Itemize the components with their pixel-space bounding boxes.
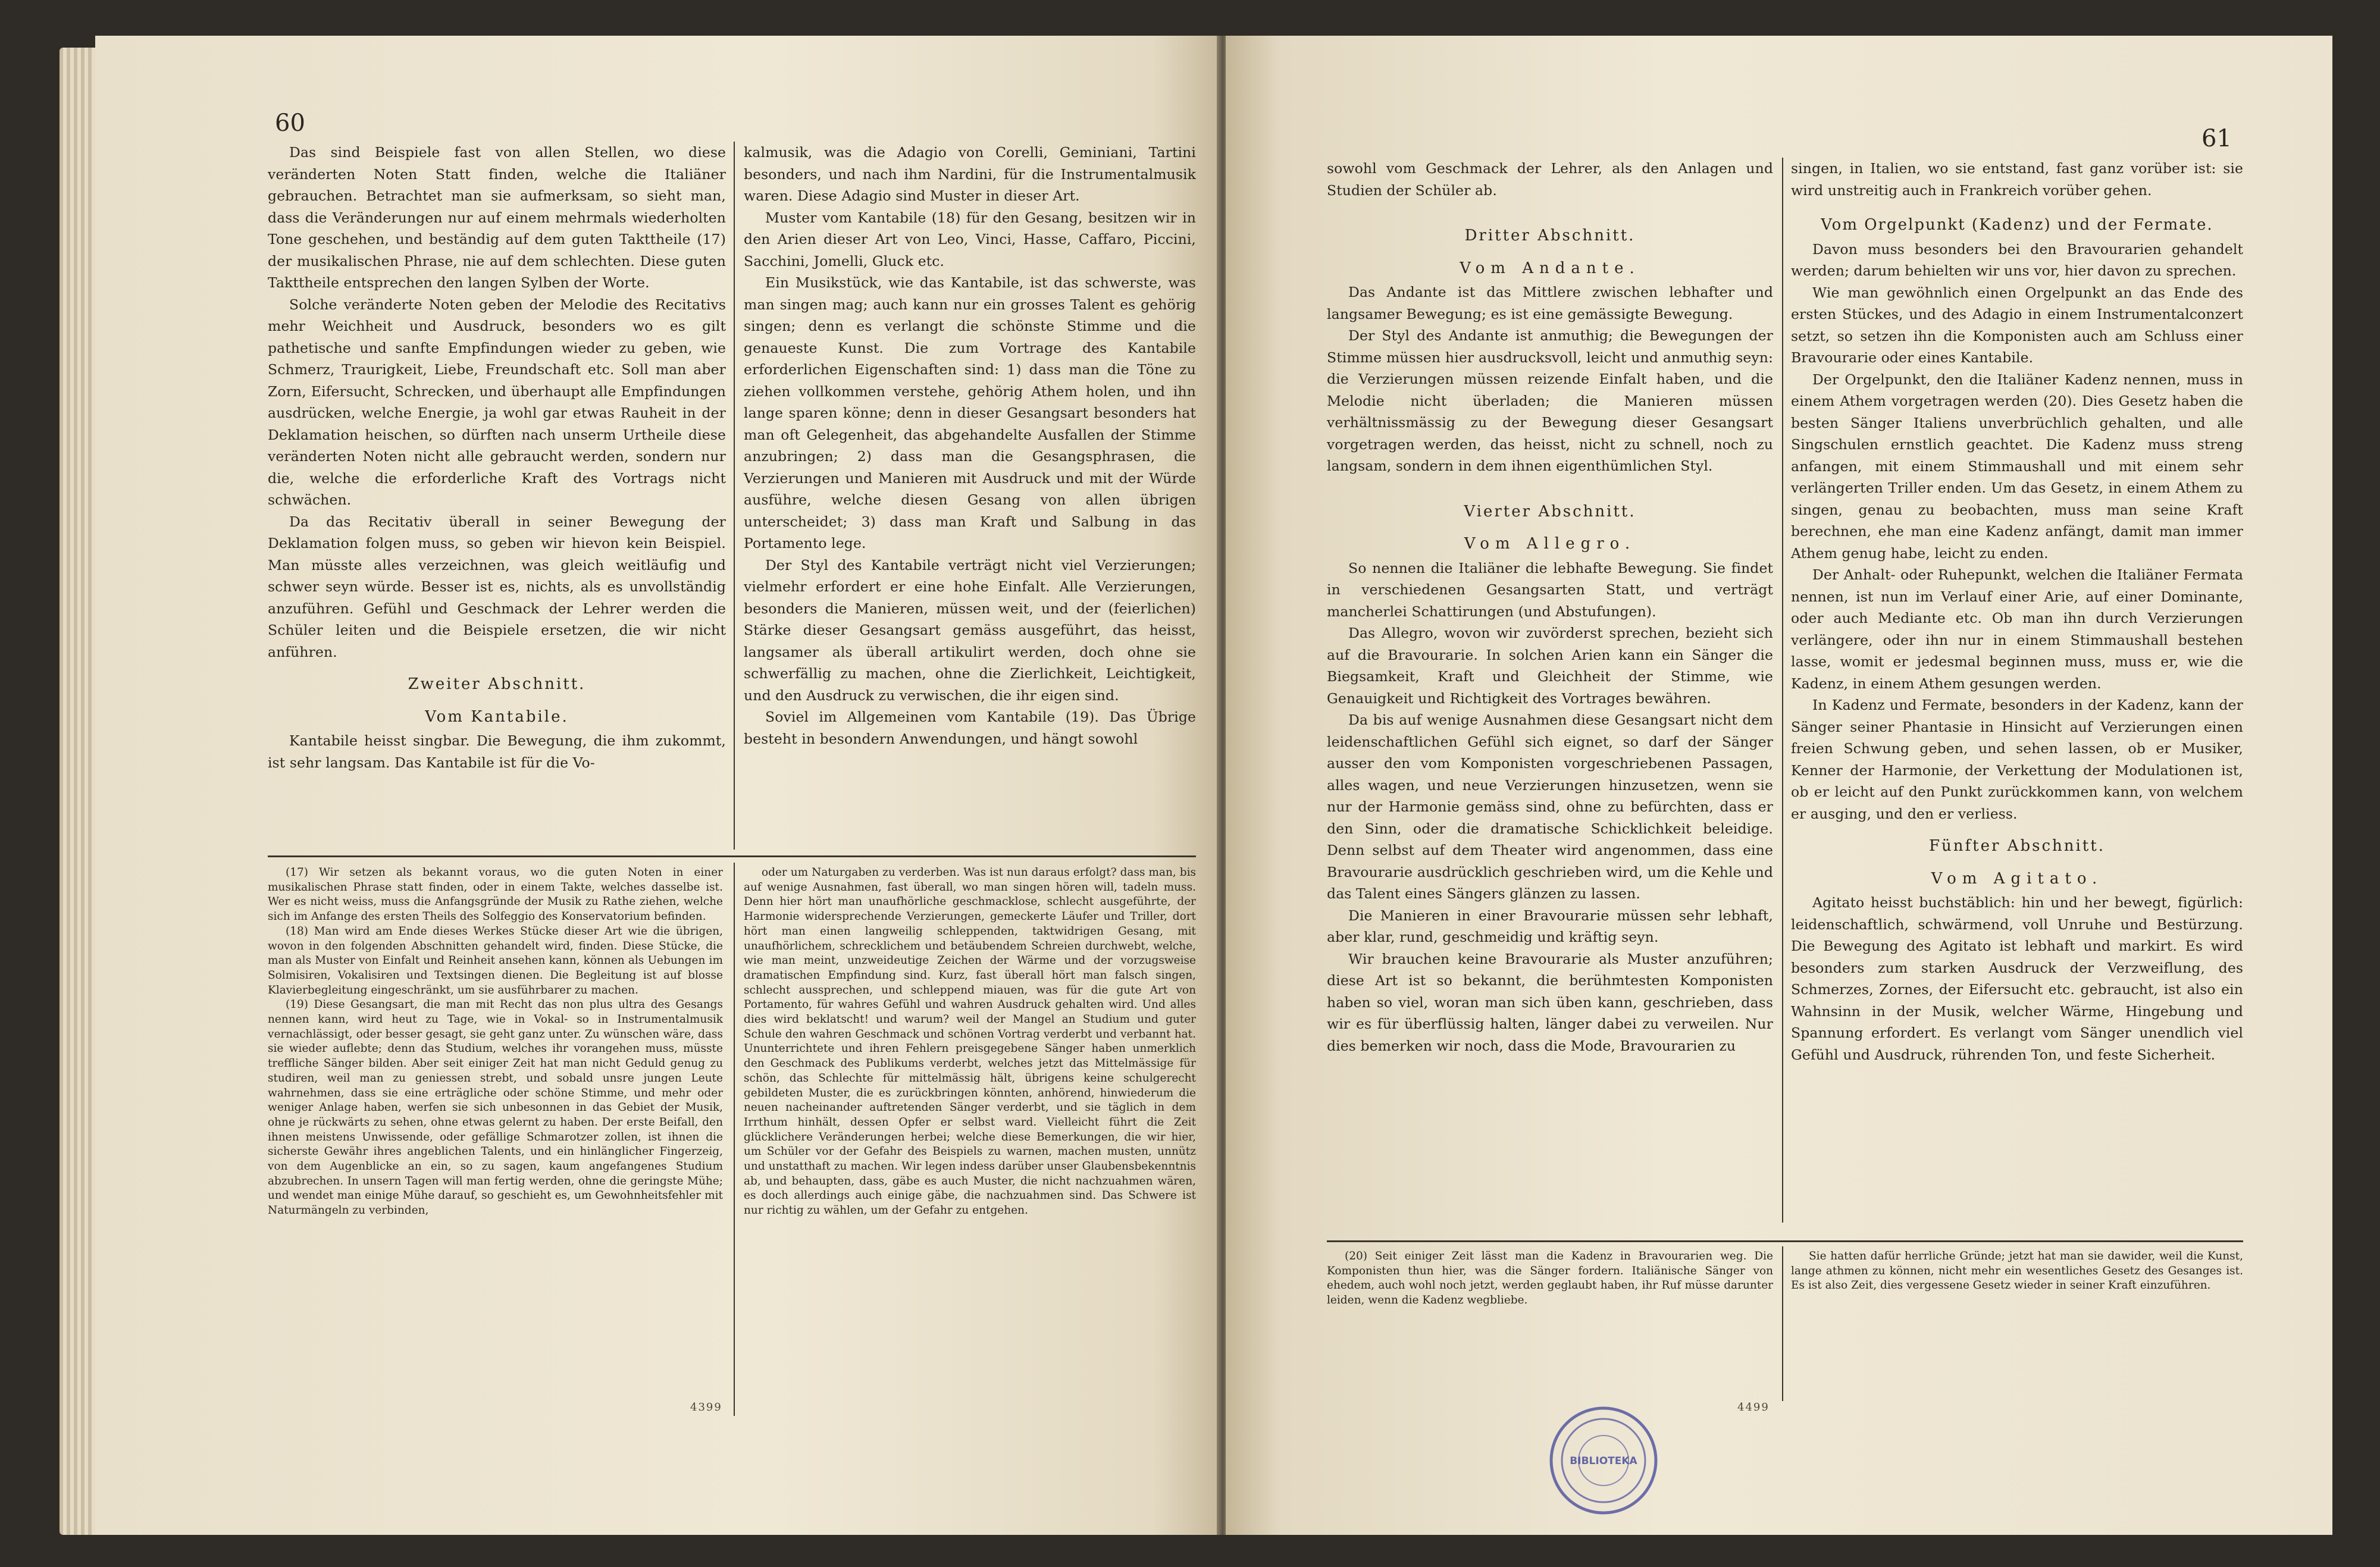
paragraph: Solche veränderte Noten geben der Melodie des Recitativs mehr Weichheit und Ausdruck, besonders wo es gilt pathetische und sanfte Empfindungen wieder zu geben, wie Schmerz, Traurigkeit, Liebe, Freundschaft etc. Soll man aber Zorn, Eifersucht, Schrecken, und überhaupt alle Empfindungen ausdrücken, welche Energie, ja wohl gar etwas Rauheit in der Deklamation heischen, so dürften nach unserm Urtheile diese veränderten Noten nicht alle gebraucht werden, sondern nur die, welche die erforderliche Kraft des Vortrags nicht schwächen. [268, 296, 726, 508]
paragraph: Davon muss besonders bei den Bravourarien gehandelt werden; darum behielten wir uns vor, hier davon zu sprechen. [1791, 240, 2243, 279]
section-heading: Dritter Abschnitt. [1464, 227, 1636, 245]
page-number: 60 [275, 109, 305, 137]
text-column-left [1327, 158, 1773, 1057]
paragraph: Das Allegro, wovon wir zuvörderst sprechen, bezieht sich auf die Bravourarie. In solchen Arien kann ein Sänger die Biegsamkeit, Kraft und Gleichheit der Stimme, wie Genauigkeit und Richtigkeit des Vortrages bewähren. [1327, 625, 1773, 707]
footnotes-right [1791, 1249, 2243, 1293]
paragraph: Das sind Beispiele fast von allen Stellen, wo diese veränderten Noten Statt finden, welche die Italiäner gebrauchen. Betrachtet man sie aufmerksam, so sieht man, dass die Veränderungen nur auf einem mehrmals wiederholten Tone geschehen, und beständig auf dem guten Takttheile (17) der musikalischen Phrase, nie auf dem schlechten. Diese guten Takttheile entsprechen den langen Sylben der Worte. [268, 144, 726, 291]
paragraph: In Kadenz und Fermate, besonders in der Kadenz, kann der Sänger seiner Phantasie in Hinsicht auf Verzierungen einen freien Schwung geben, und sehen lassen, ob er Musiker, Kenner der Harmonie, der Verkettung der Modulationen ist, ob er leicht auf den Punkt zurückkommen kann, von welchem er ausging, und den er verliess. [1791, 697, 2243, 822]
text-column-left [268, 142, 726, 773]
section-title: Vom Kantabile. [425, 707, 569, 726]
paragraph: So nennen die Italiäner die lebhafte Bewegung. Sie findet in verschiedenen Gesangsarten Statt, und verträgt mancherlei Schattirungen (und Abstufungen). [1327, 559, 1773, 620]
paragraph: Soviel im Allgemeinen vom Kantabile (19). Das Übrige besteht in besondern Anwendungen, und hängt sowohl [744, 709, 1196, 747]
page-edges [60, 48, 95, 1535]
paragraph: Kantabile heisst singbar. Die Bewegung, die ihm zukommt, ist sehr langsam. Das Kantabile ist für die Vo- [268, 732, 726, 771]
section-title: Vom Agitato. [1931, 869, 2103, 888]
paragraph: Der Orgelpunkt, den die Italiäner Kadenz nennen, muss in einem Athem vorgetragen werden (20). Dies Gesetz haben die besten Sänger Italiens unverbrüchlich gehalten, und alle Singschulen ernstlich geachtet. Die Kadenz muss streng anfangen, mit einem Stimmaushall und mit einem sehr verlängerten Triller enden. Um das Gesetz, in einem Athem zu singen, genau zu beobachten, muss man seine Kraft berechnen, ehe man eine Kadenz anfängt, damit man immer Athem genug habe, leicht zu enden. [1791, 371, 2243, 562]
footnote-rule [1327, 1240, 2243, 1242]
left-page [95, 36, 1220, 1535]
paragraph: Ein Musikstück, wie das Kantabile, ist das schwerste, was man singen mag; auch kann nur ein grosses Talent es gehörig singen; denn es verlangt die schönste Stimme und die genaueste Kunst. Die zum Vortrage des Kantabile erforderlichen Eigenschaften sind: 1) dass man die Töne zu ziehen vollkommen verstehe, gehörig Athem holen, und ihn lange sparen könne; denn in dieser Gesangsart besonders hat man oft Gelegenheit, das abgehandelte Ausfallen der Stimme anzubringen; 2) dass man die Gesangsphrasen, die Verzierungen und Manieren mit Ausdruck und mit der Würde ausführe, welche diesen Gesang von allen übrigen unterscheidet; 3) dass man Kraft und Salbung in das Portamento lege. [744, 274, 1196, 551]
paragraph: Der Styl des Andante ist anmuthig; die Bewegungen der Stimme müssen hier ausdrucksvoll, leicht und anmuthig seyn: die Verzierungen müssen reizende Einfalt haben, und die Melodie nicht überladen; die Manieren müssen verhältnissmässig zu der Bewegung dieser Gesangsart vorgetragen werden, das heisst, nicht zu schnell, noch zu langsam, sondern in dem ihnen eigenthümlichen Styl. [1327, 327, 1773, 474]
footnote: (18) Man wird am Ende dieses Werkes Stücke dieser Art wie die übrigen, wovon in den folgenden Abschnitten gehandelt wird, finden. Diese Stücke, die man als Muster von Einfalt und Reinheit ansehen kann, können als Uebungen im Solmisiren, Vokalisiren und Textsingen dienen. Die Begleitung ist auf blosse Klavierbegleitung eingeschränkt, um sie ausführbarer zu machen. [268, 924, 723, 996]
section-heading: Vierter Abschnitt. [1464, 502, 1636, 521]
stamp-text: BIBLIOTEKA [1570, 1455, 1637, 1467]
paragraph: Wie man gewöhnlich einen Orgelpunkt an das Ende des ersten Stückes, und des Adagio in einem Instrumentalconzert setzt, so setzen ihn die Komponisten auch am Schluss einer Bravourarie oder eines Kantabile. [1791, 284, 2243, 366]
footnotes-right [744, 866, 1196, 1218]
paragraph: Die Manieren in einer Bravourarie müssen sehr lebhaft, aber klar, rund, geschmeidig und kräftig seyn. [1327, 907, 1773, 945]
column-divider [734, 142, 735, 850]
column-divider [1782, 158, 1783, 1223]
section-heading: Zweiter Abschnitt. [408, 675, 586, 693]
footnote: Sie hatten dafür herrliche Gründe; jetzt hat man sie dawider, weil die Kunst, lange athmen zu können, nicht mehr ein wesentliches Gesetz des Gesanges ist. Es ist also Zeit, dies vergessene Gesetz wieder in seiner Kraft einzuführen. [1791, 1250, 2243, 1292]
footnotes-left [268, 866, 723, 1218]
sheet-number: 4499 [1737, 1401, 1770, 1414]
footnote: oder um Naturgaben zu verderben. Was ist nun daraus erfolgt? dass man, bis auf wenige Ausnahmen, fast überall, wo man singen hören will, tadeln muss. Denn hier hört man unaufhörliche geschmacklose, schlecht ausgeführte, der Harmonie widersprechende Verzierungen, gemeckerte Läufer und Triller, dort hört man einen langweilig schleppenden, taktwidrigen Gesang, mit unaufhörlichem, schrecklichem und betäubendem Schreien durchwebt, welche, wie man meint, unzweideutige Zeichen der Wärme und der vorzugsweise dramatischen Empfindung sind. Kurz, fast überall hört man falsch singen, schlecht aussprechen, und schleppend miauen, was für die gute Art von Portamento, für wahres Gefühl und wahren Ausdruck gehalten wird. Und alles dies wird beklatscht! und warum? weil der Mangel an Studium und guter Schule den wahren Geschmack und schönen Vortrag verderbt und verbannt hat. Ununterrichtete und ihren Fehlern preisgegebene Sänger haben unmerklich den Geschmack des Publikums verderbt, welches jetzt das Mittelmässige für schön, das Schlechte für mittelmässig hält, übrigens keine schulgerecht gebildeten Muster, die es zurückbringen könnten, anhörend, hinwiederum die neuen nacheinander auftretenden Sänger verderbt, und sie täglich in dem Irrthum hinhält, dessen Opfer er selbst ward. Vielleicht führt die Zeit glücklichere Veränderungen herbei; welche diese Bemerkungen, die wir hier, um Schüler vor der Gefahr des Beispiels zu warnen, machen musten, unnütz und unstatthaft zu machen. Wir legen indess darüber unser Glaubensbekenntnis ab, und behaupten, dass, gäbe es auch Muster, die nicht nachzuahmen wären, es doch allerdings auch einige gäbe, die nachzuahmen sind. Das Schwere ist nur richtig zu wählen, um der Gefahr zu entgehen. [744, 866, 1196, 1217]
footnote-rule [268, 855, 1196, 857]
paragraph: Der Anhalt- oder Ruhepunkt, welchen die Italiäner Fermata nennen, ist nun im Verlauf einer Arie, auf einer Dominante, oder auch Mediante etc. Ob man ihn durch Verzierungen verlängere, oder ihn nur in einem Stimmaushall bestehen lasse, womit er jedesmal beginnen muss, muss er, wie die Kadenz, in einem Athem gesungen werden. [1791, 566, 2243, 692]
paragraph: Agitato heisst buchstäblich: hin und her bewegt, figürlich: leidenschaftlich, schwärmend, voll Unruhe und Bestürzung. Die Bewegung des Agitato ist lebhaft und markirt. Es wird besonders zum starken Ausdruck der Verzweiflung, des Schmerzes, Zornes, der Eifersucht etc. gebraucht, ist also ein Wahnsinn in der Musik, welcher Wärme, Hingebung und Spannung erfordert. Es verlangt vom Sänger unendlich viel Gefühl und Ausdruck, rührenden Ton, und feste Sicherheit. [1791, 894, 2243, 1063]
paragraph: Der Styl des Kantabile verträgt nicht viel Verzierungen; vielmehr erfordert er eine hohe Einfalt. Alle Verzierungen, besonders die Manieren, müssen weit, und der (feierlichen) Stärke dieser Gesangsart gemäss ausgeführt, das heisst, langsamer als überall artikulirt werden, doch ohne sie schwerfällig zu machen, ohne die Zierlichkeit, Leichtigkeit, und den Ausdruck zu verwischen, die ihr eigen sind. [744, 556, 1196, 704]
section-title: Vom Andante. [1460, 259, 1640, 277]
page-number: 61 [2202, 125, 2232, 152]
footnote: (17) Wir setzen als bekannt voraus, wo die guten Noten in einer musikalischen Phrase statt finden, oder in einem Takte, welches dasselbe ist. Wer es nicht weiss, muss die Anfangsgründe der Musik zu Rathe ziehen, welche sich im Anfange des ersten Theils des Solfeggio des Konservatorium befinden. [268, 866, 723, 923]
footnote: (20) Seit einiger Zeit lässt man die Kadenz in Bravourarien weg. Die Komponisten thun hier, was die Sänger fordern. Italiänische Sänger von ehedem, auch wohl noch jetzt, werden geglaubt haben, ihr Ruf müsse darunter leiden, wenn die Kadenz wegbliebe. [1327, 1250, 1773, 1307]
text-column-right [744, 142, 1196, 750]
sheet-number: 4399 [690, 1401, 722, 1414]
paragraph: Da das Recitativ überall in seiner Bewegung der Deklamation folgen muss, so geben wir hievon kein Beispiel. Man müsste alles verzeichnen, was gleich weitläufig und schwer seyn würde. Besser ist es, nichts, als es unvollständig anzuführen. Gefühl und Geschmack der Lehrer werden die Schüler leiten und die Beispiele ersetzen, die wir nicht anführen. [268, 513, 726, 660]
paragraph: Muster vom Kantabile (18) für den Gesang, besitzen wir in den Arien dieser Art von Leo, Vinci, Hasse, Caffaro, Piccini, Sacchini, Jomelli, Gluck etc. [744, 209, 1196, 269]
paragraph: Wir brauchen keine Bravourarie als Muster anzuführen; diese Art ist so bekannt, die berühmtesten Komponisten haben so viel, woran man sich üben kann, geschrieben, dass wir es für überflüssig halten, länger dabei zu verweilen. Nur dies bemerken wir noch, dass die Mode, Bravourarien zu [1327, 950, 1773, 1054]
section-heading: Fünfter Abschnitt. [1929, 837, 2105, 855]
paragraph: Da bis auf wenige Ausnahmen diese Gesangsart nicht dem leidenschaftlichen Gefühl sich eignet, so darf der Sänger ausser den vom Komponisten vorgeschriebenen Passagen, alles wagen, und neue Verzierungen hinzusetzen, wenn sie nur der Harmonie gemäss sind, ohne zu befürchten, dass er den Sinn, oder die dramatische Schicklichkeit beleidige. Denn selbst auf dem Theater wird angenommen, dass eine Bravourarie ausdrücklich geschrieben wird, um die Kehle und das Talent eines Sängers glänzen zu lassen. [1327, 712, 1773, 902]
paragraph: singen, in Italien, wo sie entstand, fast ganz vorüber ist: sie wird unstreitig auch in Frankreich vorüber gehen. [1791, 160, 2243, 199]
column-divider [734, 863, 735, 1416]
section-heading: Vom Orgelpunkt (Kadenz) und der Fermate. [1821, 216, 2213, 234]
footnote: (19) Diese Gesangsart, die man mit Recht das non plus ultra des Gesangs nennen kann, wird heut zu Tage, wie in Vokal- so in Instrumentalmusik vernachlässigt, oder besser gesagt, sie geht ganz unter. Zu wünschen wäre, dass sie wieder auflebte; denn das Studium, welches ihr vorangehen muss, müsste treffliche Sänger bilden. Aber seit einiger Zeit hat man nicht Geduld genug zu studiren, weil man zu geniessen strebt, und sobald unsre jungen Leute wahrnehmen, dass sie eine erträgliche oder schöne Stimme, und mehr oder weniger Anlage haben, werfen sie sich unbesonnen in das Gebiet der Musik, ohne je rückwärts zu sehen, ohne etwas gelernt zu haben. Der erste Beifall, den ihnen meistens Unwissende, oder gefällige Schmarotzer zollen, ist ihnen die sicherste Gewähr ihres angeblichen Talents, und ein hinlänglicher Fingerzeig, von dem Augenblicke an ein, so zu sagen, kaum angefangenes Studium abzubrechen. In unsern Tagen will man fertig werden, ohne die geringste Mühe; und wendet man einige Mühe darauf, so geschieht es, um Gewohnheitsfehler mit Naturmängeln zu verbinden, [268, 998, 723, 1217]
paragraph: kalmusik, was die Adagio von Corelli, Geminiani, Tartini besonders, und nach ihm Nardini, für die Instrumentalmusik waren. Diese Adagio sind Muster in dieser Art. [744, 144, 1196, 204]
footnotes-left [1327, 1249, 1773, 1308]
column-divider [1782, 1246, 1783, 1401]
right-page [1226, 36, 2332, 1535]
library-stamp-icon [1547, 1404, 1660, 1517]
text-column-right [1791, 158, 2243, 1065]
open-book [42, 36, 2344, 1535]
paragraph: Das Andante ist das Mittlere zwischen lebhafter und langsamer Bewegung; es ist eine gemässigte Bewegung. [1327, 284, 1773, 322]
paragraph: sowohl vom Geschmack der Lehrer, als den Anlagen und Studien der Schüler ab. [1327, 160, 1773, 199]
section-title: Vom Allegro. [1464, 535, 1636, 553]
